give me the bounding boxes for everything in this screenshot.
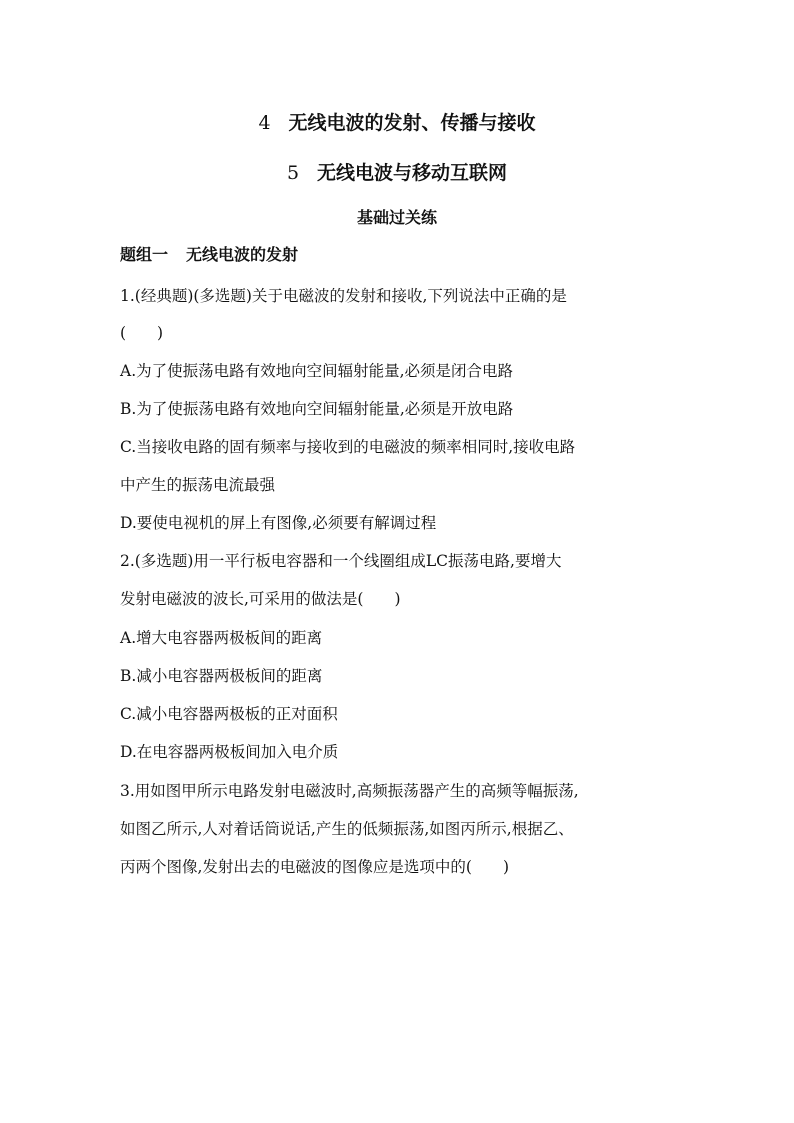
exercise-subtitle: 基础过关练 <box>356 208 437 227</box>
section-title-text: 无线电波的发射、传播与接收 <box>288 112 536 134</box>
q1-stem-line2: ( ) <box>120 324 164 342</box>
q1-option-b: B.为了使振荡电路有效地向空间辐射能量,必须是开放电路 <box>120 400 514 418</box>
q2-stem-line2: 发射电磁波的波长,可采用的做法是( ) <box>120 590 401 608</box>
q1-option-d: D.要使电视机的屏上有图像,必须要有解调过程 <box>120 514 437 532</box>
section-title-4 <box>0 111 794 135</box>
section-title-5 <box>0 161 794 185</box>
q3-stem-line1: 3.用如图甲所示电路发射电磁波时,高频振荡器产生的高频等幅振荡, <box>120 782 579 800</box>
q2-option-c: C.减小电容器两极板的正对面积 <box>120 705 338 723</box>
group-label: 题组一 <box>120 245 169 264</box>
q2-stem-line1: 2.(多选题)用一平行板电容器和一个线圈组成LC振荡电路,要增大 <box>120 552 562 570</box>
q3-stem-line2: 如图乙所示,人对着话筒说话,产生的低频振荡,如图丙所示,根据乙、 <box>120 820 574 838</box>
q2-option-b: B.减小电容器两极板间的距离 <box>120 667 323 685</box>
q1-stem-line1: 1.(经典题)(多选题)关于电磁波的发射和接收,下列说法中正确的是 <box>120 287 567 305</box>
q2-option-a: A.增大电容器两极板间的距离 <box>120 629 323 647</box>
section-title-text: 无线电波与移动互联网 <box>317 162 508 184</box>
group-name: 无线电波的发射 <box>186 245 299 264</box>
question-group-heading <box>120 244 298 266</box>
section-number: 5 <box>286 162 300 184</box>
q2-option-d: D.在电容器两极板间加入电介质 <box>120 743 339 761</box>
q1-option-c-line1: C.当接收电路的固有频率与接收到的电磁波的频率相同时,接收电路 <box>120 438 576 456</box>
q1-option-c-line2: 中产生的振荡电流最强 <box>120 476 276 494</box>
q3-stem-line3: 丙两个图像,发射出去的电磁波的图像应是选项中的( ) <box>120 858 510 876</box>
section-number: 4 <box>258 112 271 134</box>
q1-option-a: A.为了使振荡电路有效地向空间辐射能量,必须是闭合电路 <box>120 362 514 380</box>
